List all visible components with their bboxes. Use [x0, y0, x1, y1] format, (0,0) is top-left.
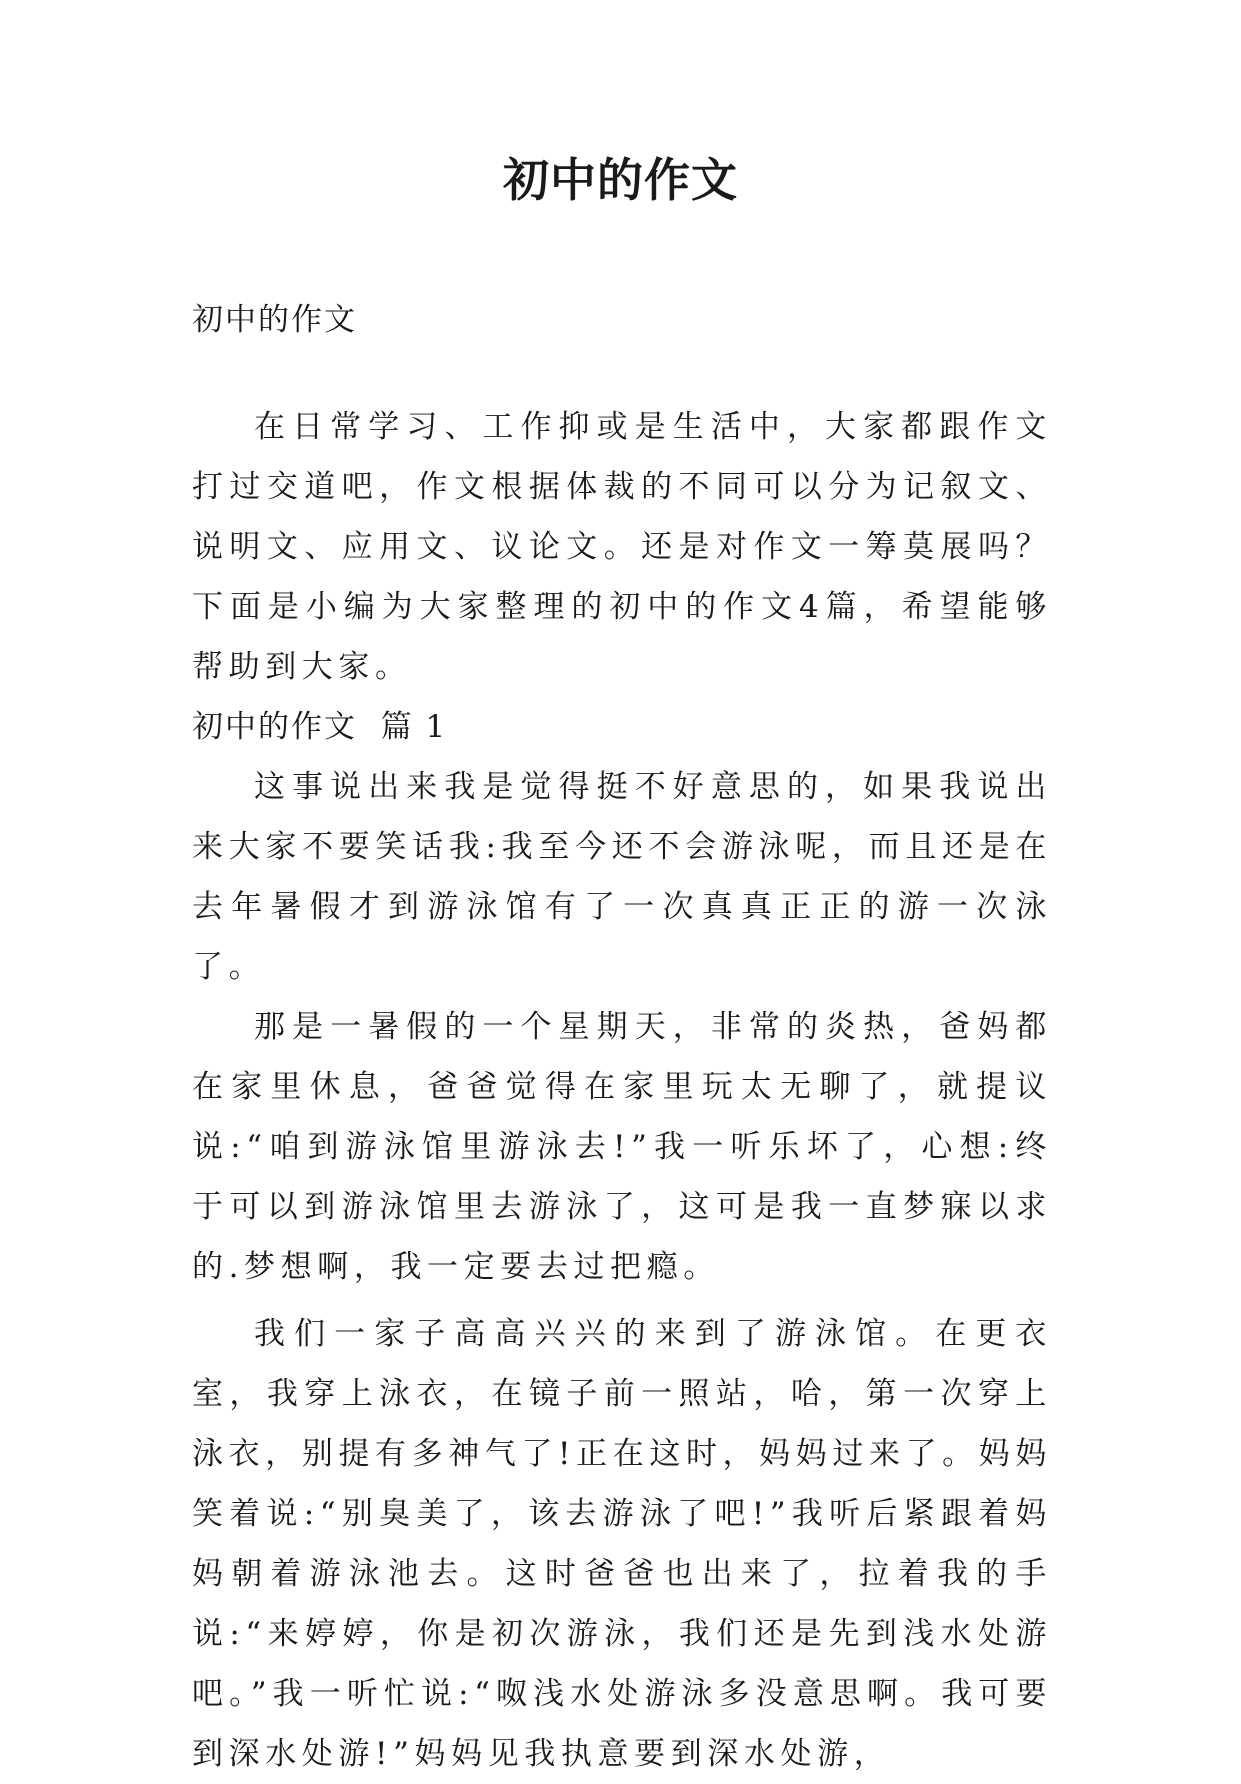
body-paragraph-3: 我们一家子高高兴兴的来到了游泳馆。在更衣室，我穿上泳衣，在镜子前一照站，哈，第一次穿上泳衣，别提有多神气了!正在这时，妈妈过来了。妈妈笑着说:“别臭美了，该去游泳了吧!”我听后紧跟着妈妈朝着游泳池去。这时爸爸也出来了，拉着我的手说:“来婷婷，你是初次游泳，我们还是先到浅水处游吧。”我一听忙说:“呶浅水处游泳多没意思啊。我可要到深水处游!”妈妈见我执意要到深水处游，	[192, 1316, 1052, 1772]
document-body	[192, 290, 1052, 1784]
body-paragraph-1: 这事说出来我是觉得挺不好意思的，如果我说出来大家不要笑话我:我至今还不会游泳呢，而且还是在去年暑假才到游泳馆有了一次真真正正的游一次泳了。	[192, 769, 1052, 985]
body-paragraph-2: 那是一暑假的一个星期天，非常的炎热，爸妈都在家里休息，爸爸觉得在家里玩太无聊了，就提议说:“咱到游泳馆里游泳去!”我一听乐坏了，心想:终于可以到游泳馆里去游泳了，这可是我一直梦寐以求的.梦想啊，我一定要去过把瘾。	[192, 1009, 1052, 1285]
section-heading: 初中的作文 篇 1	[192, 709, 448, 745]
intro-paragraph: 在日常学习、工作抑或是生活中，大家都跟作文打过交道吧，作文根据体裁的不同可以分为记叙文、说明文、应用文、议论文。还是对作文一筹莫展吗？下面是小编为大家整理的初中的作文4篇，希望能够帮助到大家。	[192, 409, 1052, 685]
document-subtitle: 初中的作文	[192, 302, 357, 338]
document-title: 初中的作文	[503, 153, 738, 207]
